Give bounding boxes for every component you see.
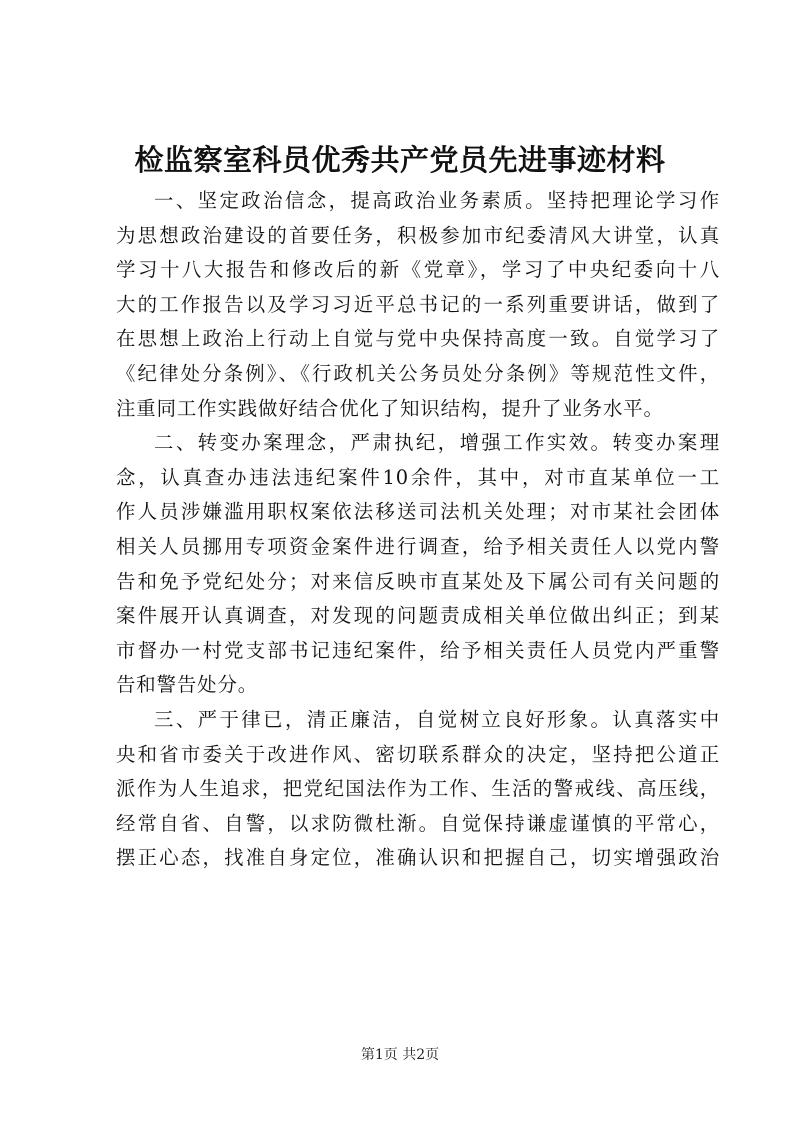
paragraph-line: 派作为人生追求，把党纪国法作为工作、生活的警戒线、高压线， — [116, 777, 720, 801]
paragraph-line: 大的工作报告以及学习习近平总书记的一系列重要讲话，做到了 — [116, 292, 720, 316]
document-body — [116, 184, 720, 876]
paragraph-line: 摆正心态，找准自身定位，准确认识和把握自己，切实增强政治 — [116, 846, 720, 870]
paragraph-line: 三、严于律已，清正廉洁，自觉树立良好形象。认真落实中 — [154, 707, 720, 731]
paragraph-line: 一、坚定政治信念，提高政治业务素质。坚持把理论学习作 — [154, 189, 720, 212]
paragraph-line: 市督办一村党支部书记违纪案件，给予相关责任人员党内严重警 — [116, 638, 720, 662]
paragraph-line: 作人员涉嫌滥用职权案依法移送司法机关处理；对市某社会团体 — [116, 500, 720, 524]
paragraph-line: 二、转变办案理念，严肃执纪，增强工作实效。转变办案理 — [154, 431, 720, 455]
paragraph-line: 为思想政治建设的首要任务，积极参加市纪委清风大讲堂，认真 — [116, 223, 720, 247]
paragraph-line: 念，认真查办违法违纪案件10余件，其中，对市直某单位一工 — [116, 465, 720, 489]
page-number-footer: 第1页 共2页 — [360, 1047, 440, 1063]
document-title: 检监察室科员优秀共产党员先进事迹材料 — [134, 143, 666, 177]
paragraph-line: 在思想上政治上行动上自觉与党中央保持高度一致。自觉学习了 — [116, 327, 720, 351]
paragraph-line: 相关人员挪用专项资金案件进行调查，给予相关责任人以党内警 — [116, 534, 720, 558]
paragraph-line: 注重同工作实践做好结合优化了知识结构，提升了业务水平。 — [116, 396, 664, 420]
paragraph-line: 学习十八大报告和修改后的新《党章》，学习了中央纪委向十八 — [116, 258, 720, 282]
paragraph-2 — [116, 426, 720, 703]
paragraph-1 — [116, 184, 720, 426]
paragraph-line: 经常自省、自警，以求防微杜渐。自觉保持谦虚谨慎的平常心， — [116, 811, 720, 835]
paragraph-line: 央和省市委关于改进作风、密切联系群众的决定，坚持把公道正 — [116, 742, 720, 766]
paragraph-line: 《纪律处分条例》、《行政机关公务员处分条例》等规范性文件， — [116, 361, 720, 385]
paragraph-line: 案件展开认真调查，对发现的问题责成相关单位做出纠正；到某 — [116, 604, 720, 628]
paragraph-3 — [116, 703, 720, 876]
paragraph-line: 告和免予党纪处分；对来信反映市直某处及下属公司有关问题的 — [116, 569, 720, 593]
paragraph-line: 告和警告处分。 — [116, 673, 259, 697]
